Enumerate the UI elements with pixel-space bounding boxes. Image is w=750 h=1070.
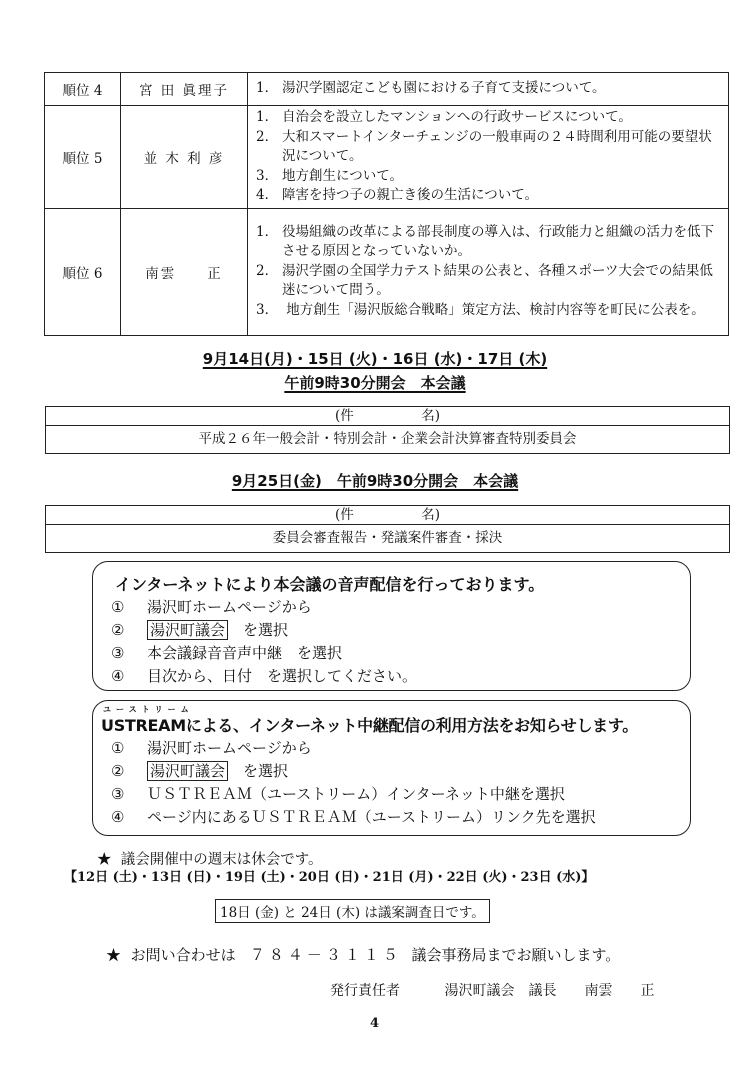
publisher-line: 発行責任者 湯沢町議会 議長 南雲 正 bbox=[330, 983, 655, 999]
framed-label: 湯沢町議会 bbox=[147, 620, 228, 640]
question-item: 3． 地方創生について。 bbox=[256, 167, 403, 184]
table-row bbox=[45, 106, 729, 209]
ustream-box bbox=[92, 700, 691, 836]
question-items bbox=[248, 208, 729, 335]
question-table bbox=[44, 72, 729, 336]
star-icon: ★ bbox=[106, 946, 122, 964]
agenda-header: (件 名) bbox=[46, 407, 729, 426]
session2-agenda-box bbox=[45, 505, 730, 553]
ustream-step: ① 湯沢町ホームページから bbox=[111, 739, 312, 757]
audio-step: ④ 目次から、日付 を選択してください。 bbox=[111, 667, 418, 685]
session1-dates: 9月14日(月)・15日 (火)・16日 (水)・17日 (木) bbox=[202, 350, 548, 368]
audio-step: ② 湯沢町議会 を選択 bbox=[111, 621, 289, 639]
agenda-item: 平成２６年一般会計・特別会計・企業会計決算審査特別委員会 bbox=[198, 431, 577, 447]
session1-time: 午前9時30分開会 本会議 bbox=[284, 374, 466, 392]
question-items bbox=[248, 73, 729, 106]
ustream-step: ③ ＵＳＴＲＥＡＭ（ユーストリーム）インターネット中継を選択 bbox=[111, 785, 565, 803]
member-name: 並 木 利 彦 bbox=[121, 106, 248, 209]
ustream-box-title: USTREAMによる、インターネット中継配信の利用方法をお知らせします。 bbox=[101, 716, 638, 735]
question-item: 3． 地方創生「湯沢版総合戦略」策定方法、検討内容等を町民に公表を。 bbox=[256, 301, 705, 318]
ustream-ruby: ユーストリーム bbox=[103, 705, 194, 714]
agenda-item: 委員会審査報告・発議案件審査・採決 bbox=[272, 530, 503, 546]
question-item: 1． 役場組織の改革による部長制度の導入は、行政能力と組織の活力を低下させる原因となっていないか。 bbox=[256, 223, 714, 260]
ustream-step: ② 湯沢町議会 を選択 bbox=[111, 762, 289, 780]
rank-cell: 順位 4 bbox=[45, 73, 121, 106]
question-items bbox=[248, 106, 729, 209]
question-item: 2． 大和スマートインターチェンジの一般車両の２４時間利用可能の要望状況について。 bbox=[256, 128, 712, 164]
contact-phone: ７８４－３１１５ bbox=[249, 946, 402, 964]
weekend-notice: ★ 議会開催中の週末は休会です。 bbox=[97, 852, 323, 868]
member-name: 南雲 正 bbox=[121, 208, 248, 335]
table-row bbox=[45, 208, 729, 335]
contact-notice: ★ お問い合わせは ７８４－３１１５ 議会事務局までお願いします。 bbox=[106, 946, 621, 964]
question-item: 2． 湯沢学園の全国学力テスト結果の公表と、各種スポーツ大会での結果低迷について問う。 bbox=[256, 262, 713, 299]
rank-cell: 順位 6 bbox=[45, 208, 121, 335]
question-item: 1． 自治会を設立したマンションへの行政サービスについて。 bbox=[256, 109, 632, 125]
ustream-step: ④ ページ内にあるＵＳＴＲＥＡＭ（ユーストリーム）リンク先を選択 bbox=[111, 808, 596, 826]
question-item: 4． 障害を持つ子の親亡き後の生活について。 bbox=[256, 187, 538, 203]
question-item: 1． 湯沢学園認定こども園における子育て支援について。 bbox=[256, 80, 606, 97]
session1-agenda-box bbox=[45, 406, 730, 454]
page-number: 4 bbox=[370, 1016, 380, 1031]
member-name: 宮 田 眞理子 bbox=[121, 73, 248, 106]
star-icon: ★ bbox=[97, 852, 112, 868]
audio-step: ① 湯沢町ホームページから bbox=[111, 598, 312, 616]
table-row bbox=[45, 73, 729, 106]
audio-box-title: インターネットにより本会議の音声配信を行っております。 bbox=[115, 575, 545, 594]
framed-label: 湯沢町議会 bbox=[147, 761, 228, 781]
weekend-dates: 【12日 (土)・13日 (日)・19日 (土)・20日 (日)・21日 (月)・22日 (火)・23日 (水)】 bbox=[64, 870, 595, 885]
agenda-header: (件 名) bbox=[46, 506, 729, 525]
audio-step: ③ 本会議録音音声中継 を選択 bbox=[111, 644, 343, 662]
rank-cell: 順位 5 bbox=[45, 106, 121, 209]
session2-dates: 9月25日(金) 午前9時30分開会 本会議 bbox=[231, 472, 519, 490]
audio-streaming-box bbox=[92, 561, 691, 691]
research-days-notice: 18日 (金) と 24日 (木) は議案調査日です。 bbox=[215, 899, 490, 923]
